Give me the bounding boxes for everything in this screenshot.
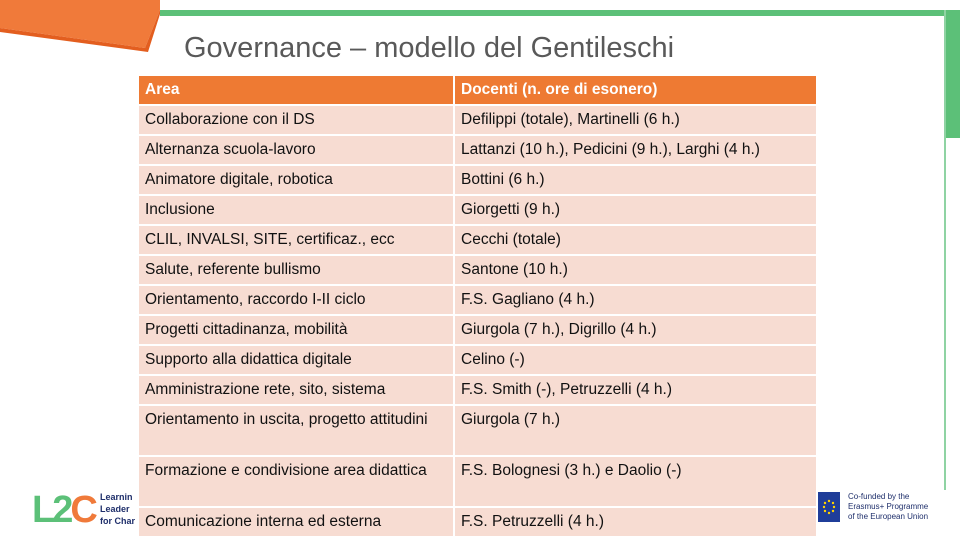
cell-area: Progetti cittadinanza, mobilità xyxy=(138,315,454,345)
l2c-line-2: Leader xyxy=(100,504,130,514)
eu-flag-icon xyxy=(818,492,840,522)
table-row xyxy=(138,165,817,195)
table-row xyxy=(138,405,817,456)
cell-docenti: Bottini (6 h.) xyxy=(454,165,817,195)
cell-docenti: Defilippi (totale), Martinelli (6 h.) xyxy=(454,105,817,135)
top-green-bar xyxy=(160,10,960,16)
table-row xyxy=(138,345,817,375)
cell-docenti: F.S. Bolognesi (3 h.) e Daolio (-) xyxy=(454,456,817,507)
table-row xyxy=(138,135,817,165)
cell-docenti: Cecchi (totale) xyxy=(454,225,817,255)
table-row xyxy=(138,255,817,285)
table-row xyxy=(138,105,817,135)
header-area: Area xyxy=(138,75,454,105)
cell-area: Animatore digitale, robotica xyxy=(138,165,454,195)
cell-area: Orientamento, raccordo I-II ciclo xyxy=(138,285,454,315)
table-header-row xyxy=(138,75,817,105)
l2c-logo-mark xyxy=(32,488,95,532)
l2c-line-3: for Char xyxy=(100,516,136,526)
cell-area: Supporto alla didattica digitale xyxy=(138,345,454,375)
l2c-mark-l: L xyxy=(32,489,53,531)
table-row xyxy=(138,507,817,537)
cell-area: Salute, referente bullismo xyxy=(138,255,454,285)
slide-title: Governance – modello del Gentileschi xyxy=(184,32,675,64)
cell-docenti: F.S. Gagliano (4 h.) xyxy=(454,285,817,315)
table-row xyxy=(138,375,817,405)
table-row xyxy=(138,195,817,225)
l2c-logo xyxy=(32,488,142,532)
cell-area: Inclusione xyxy=(138,195,454,225)
cell-docenti: Giorgetti (9 h.) xyxy=(454,195,817,225)
cell-area: Amministrazione rete, sito, sistema xyxy=(138,375,454,405)
table-row xyxy=(138,225,817,255)
cell-area: Orientamento in uscita, progetto attitudini xyxy=(138,405,454,456)
right-green-bar xyxy=(946,10,960,138)
cell-docenti: Celino (-) xyxy=(454,345,817,375)
l2c-mark-2: 2 xyxy=(52,489,71,531)
header-docenti: Docenti (n. ore di esonero) xyxy=(454,75,817,105)
l2c-mark-c: C xyxy=(70,489,95,531)
erasmus-caption xyxy=(848,492,958,522)
erasmus-logo xyxy=(818,490,960,526)
cell-docenti: Santone (10 h.) xyxy=(454,255,817,285)
corner-ribbon-shape xyxy=(0,0,170,60)
eu-stars-icon xyxy=(818,492,840,522)
cell-area: Collaborazione con il DS xyxy=(138,105,454,135)
cell-docenti: Giurgola (7 h.), Digrillo (4 h.) xyxy=(454,315,817,345)
cell-area: Alternanza scuola-lavoro xyxy=(138,135,454,165)
cell-docenti: Giurgola (7 h.) xyxy=(454,405,817,456)
cell-docenti: Lattanzi (10 h.), Pedicini (9 h.), Larghi (4 h.) xyxy=(454,135,817,165)
cell-docenti: F.S. Smith (-), Petruzzelli (4 h.) xyxy=(454,375,817,405)
erasmus-line-1: Co-funded by the xyxy=(848,492,910,501)
cell-area: CLIL, INVALSI, SITE, certificaz., ecc xyxy=(138,225,454,255)
erasmus-line-3: of the European Union xyxy=(848,512,929,521)
cell-docenti: F.S. Petruzzelli (4 h.) xyxy=(454,507,817,537)
table-row xyxy=(138,315,817,345)
cell-area: Formazione e condivisione area didattica xyxy=(138,456,454,507)
cell-area: Comunicazione interna ed esterna xyxy=(138,507,454,537)
table-row xyxy=(138,285,817,315)
erasmus-line-2: Erasmus+ Programme xyxy=(848,502,929,511)
l2c-line-1: Learnin xyxy=(100,492,133,502)
table-row xyxy=(138,456,817,507)
governance-table xyxy=(137,74,818,538)
